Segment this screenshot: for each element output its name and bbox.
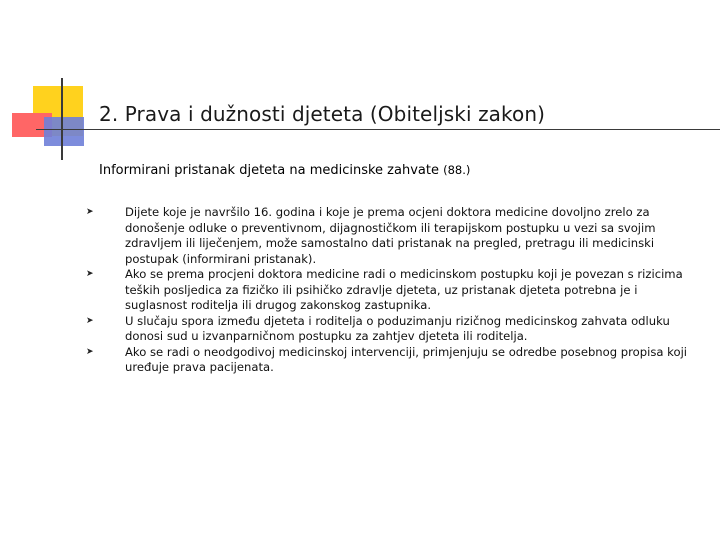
article-reference: (88.)	[443, 163, 471, 177]
subtitle-text: Informirani pristanak djeteta na medicinske zahvate	[99, 163, 439, 178]
bullet-list	[86, 205, 696, 376]
arrowhead-bullet-icon: ➤	[86, 207, 94, 217]
list-item	[86, 345, 696, 376]
slide-title: 2. Prava i dužnosti djeteta (Obiteljski zakon)	[99, 102, 546, 126]
list-item	[86, 314, 696, 345]
bullet-text: Ako se radi o neodgodivoj medicinskoj intervenciji, primjenjuju se odredbe posebnog propisa koji uređuje prava pacijenata.	[125, 344, 688, 374]
decor-vertical-rule	[61, 78, 63, 160]
title-underline-rule	[36, 129, 720, 130]
bullet-text: Ako se prema procjeni doktora medicine radi o medicinskom postupku koji je povezan s rizicima teških posljedica za fizičko ili psihičko zdravlje djeteta, uz pristanak djeteta potrebna je i suglasnost roditelja ili drugog zakonskog zastupnika.	[125, 267, 683, 312]
list-item	[86, 267, 696, 314]
slide-subtitle	[99, 163, 470, 178]
arrowhead-bullet-icon: ➤	[86, 315, 94, 326]
bullet-text: Dijete koje je navršilo 16. godina i koje je prema ocjeni doktora medicine dovoljno zrelo za donošenje odluke o preventivnom, dijagnostičkom ili terapijskom postupku u vezi sa svojim zdravljem ili liječenjem, može samostalno dati pristanak na pregled, pretragu ili medicinski postupak (informirani pristanak).	[125, 205, 656, 266]
list-item	[86, 205, 696, 267]
decor-blue-square	[44, 117, 84, 146]
bullet-text: U slučaju spora između djeteta i roditelja o poduzimanju rizičnog medicinskog zahvata odluku donosi sud u izvanparničnom postupku za zahtjev djeteta ili roditelja.	[125, 313, 670, 343]
arrowhead-bullet-icon: ➤	[86, 269, 94, 279]
arrowhead-bullet-icon: ➤	[86, 346, 94, 357]
